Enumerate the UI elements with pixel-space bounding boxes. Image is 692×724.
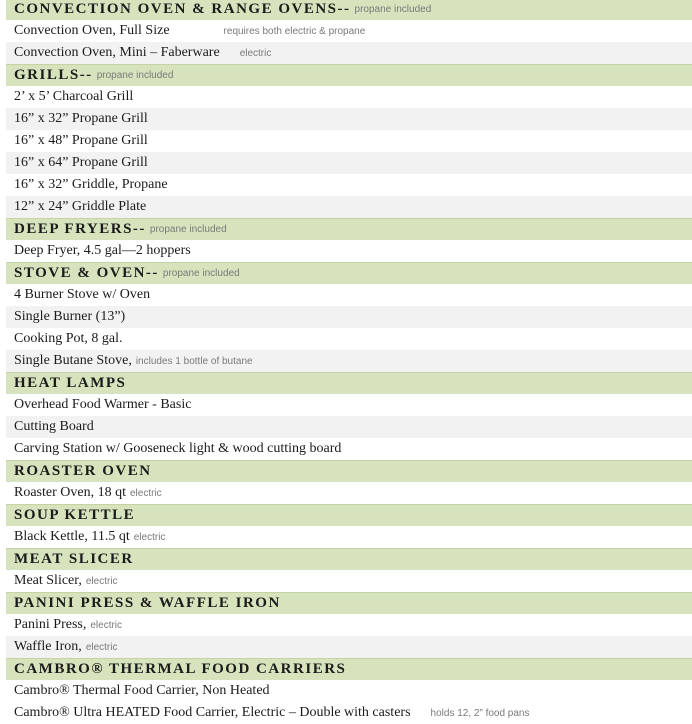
section-title: GRILLS--: [14, 67, 93, 83]
list-item: [6, 526, 692, 548]
item-note: electric: [129, 487, 162, 499]
item-name: Meat Slicer,: [14, 573, 82, 588]
item-name: Deep Fryer, 4.5 gal—2 hoppers: [14, 243, 191, 258]
list-item: [6, 42, 692, 64]
section-note: propane included: [149, 224, 227, 235]
item-name: Carving Station w/ Gooseneck light & wood cutting board: [14, 441, 342, 456]
list-item: [6, 570, 692, 592]
item-name: Overhead Food Warmer - Basic: [14, 397, 192, 412]
section-note: propane included: [354, 4, 432, 15]
item-name: 2’ x 5’ Charcoal Grill: [14, 89, 134, 104]
section-note: propane included: [96, 70, 174, 81]
item-name: Single Burner (13”): [14, 309, 126, 324]
section-title: PANINI PRESS & WAFFLE IRON: [14, 595, 281, 611]
item-name: Panini Press,: [14, 617, 87, 632]
section-header-convection-ovens: [6, 0, 692, 20]
item-name: Convection Oven, Mini – Faberware: [14, 45, 220, 60]
list-item: [6, 196, 692, 218]
list-item: [6, 240, 692, 262]
list-item: [6, 350, 692, 372]
item-name: 4 Burner Stove w/ Oven: [14, 287, 151, 302]
list-item: [6, 152, 692, 174]
list-item: [6, 130, 692, 152]
section-note: propane included: [162, 268, 240, 279]
section-header-stove-oven: [6, 262, 692, 284]
list-item: [6, 680, 692, 702]
item-name: Black Kettle, 11.5 qt: [14, 529, 130, 544]
item-name: 12” x 24” Griddle Plate: [14, 199, 147, 214]
item-note: electric: [133, 531, 166, 543]
section-title: SOUP KETTLE: [14, 507, 136, 523]
list-item: [6, 174, 692, 196]
item-name: 16” x 32” Griddle, Propane: [14, 177, 168, 192]
item-name: Roaster Oven, 18 qt: [14, 485, 126, 500]
item-note: electric: [239, 47, 272, 59]
item-name: Single Butane Stove,: [14, 353, 132, 368]
list-item: [6, 86, 692, 108]
item-note: electric: [85, 575, 118, 587]
section-title: DEEP FRYERS--: [14, 221, 146, 237]
section-header-soup-kettle: [6, 504, 692, 526]
list-item: [6, 636, 692, 658]
section-header-cambro-carriers: [6, 658, 692, 680]
item-note: holds 12, 2” food pans: [430, 707, 530, 719]
list-item: [6, 702, 692, 724]
section-title: HEAT LAMPS: [14, 375, 127, 391]
section-title: STOVE & OVEN--: [14, 265, 159, 281]
item-name: 16” x 48” Propane Grill: [14, 133, 148, 148]
item-note: includes 1 bottle of butane: [135, 355, 253, 367]
item-name: 16” x 64” Propane Grill: [14, 155, 148, 170]
list-item: [6, 614, 692, 636]
section-title: CONVECTION OVEN & RANGE OVENS--: [14, 1, 351, 17]
section-header-panini-waffle: [6, 592, 692, 614]
list-item: [6, 328, 692, 350]
section-header-deep-fryers: [6, 218, 692, 240]
item-name: Cutting Board: [14, 419, 94, 434]
item-name: Convection Oven, Full Size: [14, 23, 170, 38]
section-title: ROASTER OVEN: [14, 463, 152, 479]
item-note: electric: [90, 619, 123, 631]
section-header-roaster-oven: [6, 460, 692, 482]
item-name: Cambro® Ultra HEATED Food Carrier, Electric – Double with casters: [14, 705, 411, 720]
list-item: [6, 20, 692, 42]
equipment-price-list: [6, 0, 692, 724]
section-header-heat-lamps: [6, 372, 692, 394]
list-item: [6, 482, 692, 504]
item-note: requires both electric & propane: [223, 25, 366, 37]
list-item: [6, 306, 692, 328]
item-name: Cambro® Thermal Food Carrier, Non Heated: [14, 683, 270, 698]
section-header-grills: [6, 64, 692, 86]
section-header-meat-slicer: [6, 548, 692, 570]
list-item: [6, 438, 692, 460]
list-item: [6, 108, 692, 130]
list-item: [6, 416, 692, 438]
item-name: Cooking Pot, 8 gal.: [14, 331, 123, 346]
item-name: 16” x 32” Propane Grill: [14, 111, 148, 126]
list-item: [6, 394, 692, 416]
item-note: electric: [85, 641, 118, 653]
item-name: Waffle Iron,: [14, 639, 82, 654]
section-title: MEAT SLICER: [14, 551, 134, 567]
section-title: CAMBRO® THERMAL FOOD CARRIERS: [14, 661, 347, 677]
list-item: [6, 284, 692, 306]
